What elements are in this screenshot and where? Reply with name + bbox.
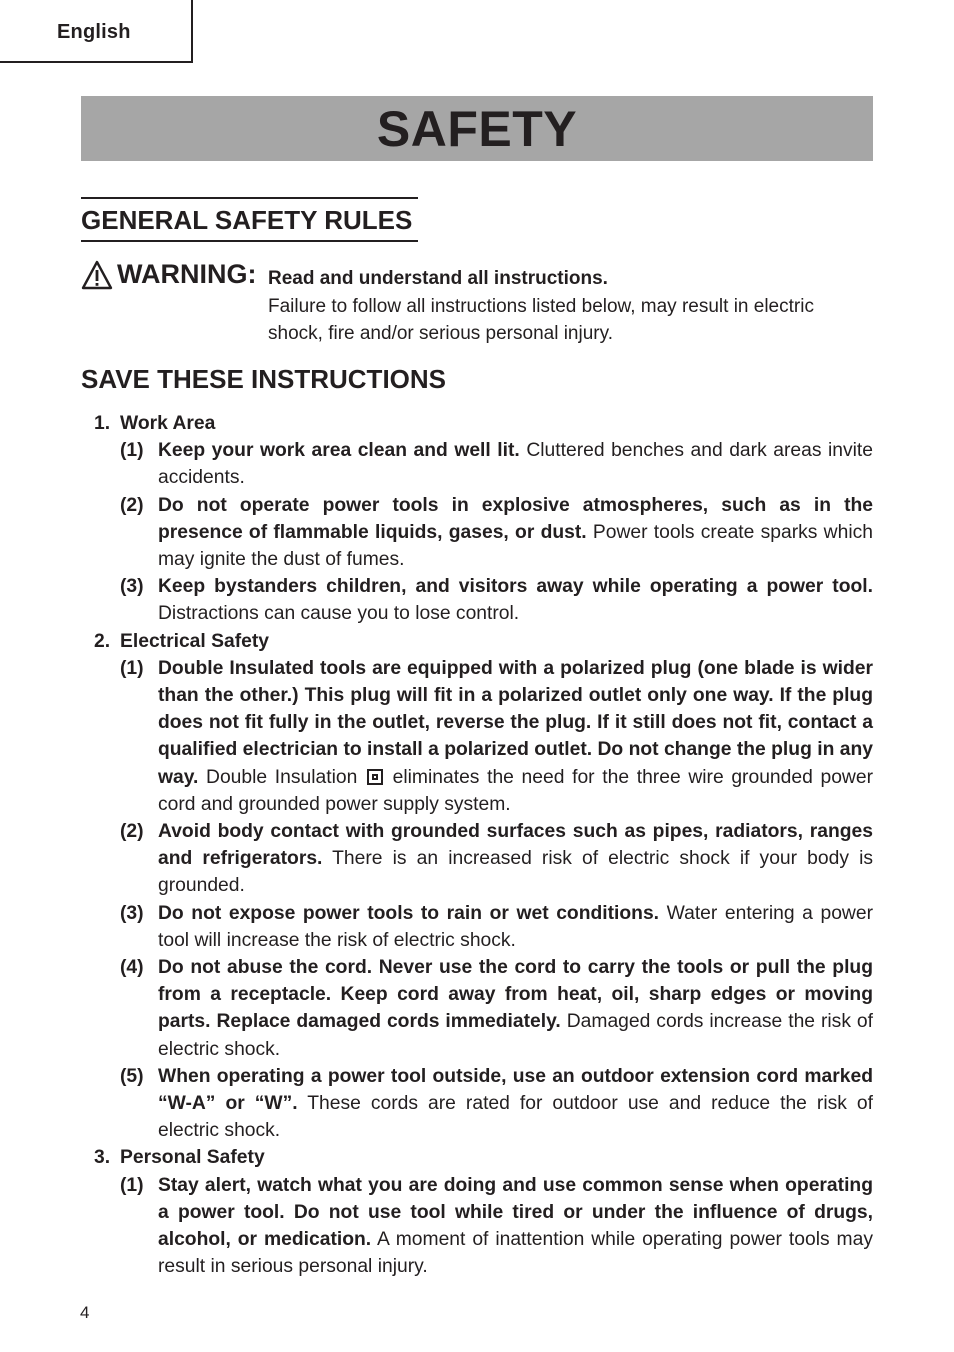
rule-bold-text: Do not abuse the cord. Never use the cord to carry the tools or pull the plug from a receptacle. Keep cord away from heat, oil, sharp edges or moving parts. Replace damaged cords immediately.	[158, 957, 873, 1033]
warning-triangle-icon	[81, 260, 113, 290]
rule-text: Power tools create sparks which may ignite the dust of fumes.	[158, 521, 873, 570]
rule-number: (4)	[120, 957, 144, 979]
page-number: 4	[80, 1303, 90, 1322]
rule-bold-text: Avoid body contact with grounded surfaces such as pipes, radiators, ranges and refrigerators.	[158, 821, 873, 870]
rule-text: eliminates the need for the three wire grounded power cord and grounded power supply system.	[158, 766, 873, 815]
rule-text: Distractions can cause you to lose control.	[158, 603, 520, 625]
section-number: 3.	[94, 1147, 111, 1169]
rule-number: (2)	[120, 821, 144, 843]
rule-number: (1)	[120, 440, 144, 462]
rule-bold-text: Do not operate power tools in explosive atmospheres, such as in the presence of flammable liquids, gases, or dust.	[158, 494, 873, 543]
warning-label: WARNING:	[117, 259, 257, 289]
rule-bold-text: Keep your work area clean and well lit.	[158, 440, 520, 462]
rule-text: There is an increased risk of electric shock if your body is grounded.	[158, 848, 874, 897]
double-insulation-icon	[367, 769, 383, 785]
rule-item	[120, 492, 873, 574]
safety-rules-list	[0, 410, 954, 1280]
rule-bold-text: Keep bystanders children, and visitors away while operating a power tool.	[158, 576, 873, 598]
rule-text: Damaged cords increase the risk of electric shock.	[158, 1011, 873, 1060]
language-tab	[0, 0, 193, 63]
rule-item	[120, 1063, 873, 1145]
rule-item	[120, 1172, 873, 1281]
title-banner	[81, 96, 873, 161]
rule-number: (2)	[120, 494, 144, 516]
rule-number: (5)	[120, 1065, 144, 1087]
rule-text: Cluttered benches and dark areas invite accidents.	[158, 440, 873, 489]
rule-item	[120, 437, 873, 491]
section-title-work-area	[94, 410, 954, 437]
warning-lead: Read and understand all instructions.	[268, 268, 608, 289]
rule-bold-text: When operating a power tool outside, use an outdoor extension cord marked “W-A” or “W”.	[158, 1065, 873, 1115]
section-number: 1.	[94, 413, 111, 434]
rule-bold-text: Stay alert, watch what you are doing and use common sense when operating a power tool. Do not use tool while tired or under the influence of drugs, alcohol, or medication.	[158, 1174, 873, 1251]
rule-bold-text: Double Insulated tools are equipped with a polarized plug (one blade is wider than the other.) This plug will fit in a polarized outlet only one way. If the plug does not fit fully in the outlet, reverse the plug. If it still does not fit, contact a qualified electrician to install a polarized outlet. Do not change the plug in any way.	[158, 657, 873, 788]
warning-body: Failure to follow all instructions listed below, may result in electric shock, fire and/or serious personal injury.	[268, 295, 814, 344]
section-title-text: Work Area	[120, 413, 216, 434]
rule-item	[120, 900, 873, 954]
section-title-text: Personal Safety	[120, 1147, 265, 1169]
language-label: English	[57, 21, 131, 43]
rule-text: These cords are rated for outdoor use and reduce the risk of electric shock.	[158, 1093, 873, 1142]
rule-text: Water entering a power tool will increase the risk of electric shock.	[158, 902, 873, 951]
save-instructions-heading: SAVE THESE INSTRUCTIONS	[81, 364, 447, 394]
section-title-text: Electrical Safety	[120, 630, 269, 652]
rule-text: A moment of inattention while operating power tools may result in serious personal injury.	[158, 1229, 873, 1278]
section-title-electrical-safety	[94, 628, 954, 655]
rule-number: (3)	[120, 576, 144, 598]
rule-item	[120, 818, 874, 900]
rule-number: (1)	[120, 657, 144, 679]
warning-text	[268, 265, 874, 348]
section-title-personal-safety	[94, 1144, 954, 1171]
section-number: 2.	[94, 630, 111, 652]
rule-number: (1)	[120, 1174, 144, 1196]
rule-item	[120, 573, 873, 627]
rule-number: (3)	[120, 902, 144, 924]
general-safety-heading: GENERAL SAFETY RULES	[81, 205, 413, 235]
page-title: SAFETY	[376, 100, 578, 157]
warning-heading	[81, 259, 256, 290]
rule-item	[120, 954, 873, 1063]
general-safety-heading-box	[81, 197, 418, 242]
rule-text: Double Insulation	[198, 766, 365, 788]
rule-bold-text: Do not expose power tools to rain or wet conditions.	[158, 902, 660, 924]
rule-item	[120, 655, 873, 818]
